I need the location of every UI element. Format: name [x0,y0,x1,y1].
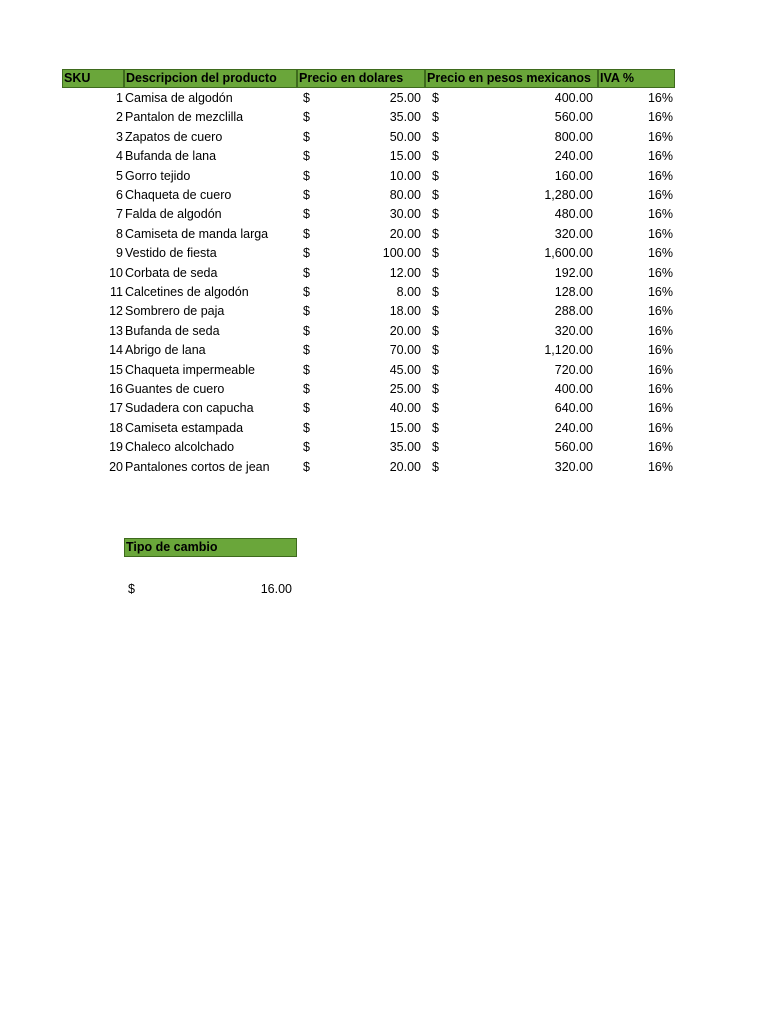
mxn-price-cell[interactable]: 400.00 [554,382,593,396]
table-row [0,380,768,399]
usd-price-cell[interactable]: 10.00 [389,168,421,183]
description-cell[interactable]: Chaqueta impermeable [125,362,255,377]
usd-currency-symbol: $ [303,323,310,338]
table-header-row [0,69,768,88]
sku-cell[interactable]: 1 [116,91,123,105]
iva-cell[interactable]: 16% [647,323,673,338]
mxn-currency-symbol: $ [432,246,439,261]
usd-currency-symbol: $ [303,226,310,241]
usd-price-cell[interactable]: 100.00 [382,246,421,261]
description-cell[interactable]: Corbata de seda [125,265,218,280]
iva-cell[interactable]: 16% [647,459,673,474]
sku-cell[interactable]: 6 [116,188,123,202]
mxn-price-cell[interactable]: 800.00 [554,129,593,144]
usd-currency-symbol: $ [303,246,310,261]
mxn-currency-symbol: $ [432,285,439,299]
iva-cell[interactable]: 16% [647,246,673,261]
mxn-price-cell[interactable]: 560.00 [554,110,593,125]
description-cell[interactable]: Zapatos de cuero [125,129,223,144]
mxn-currency-symbol: $ [432,382,439,396]
usd-price-cell[interactable]: 40.00 [389,401,421,416]
description-cell[interactable]: Sombrero de paja [125,304,225,319]
usd-price-cell[interactable]: 15.00 [389,149,421,164]
table-row [0,399,768,418]
table-row [0,341,768,360]
mxn-currency-symbol: $ [432,168,439,183]
iva-cell[interactable]: 16% [647,149,673,164]
sku-cell[interactable]: 9 [116,246,123,261]
description-cell[interactable]: Bufanda de seda [125,323,220,338]
usd-currency-symbol: $ [303,382,310,396]
usd-currency-symbol: $ [303,304,310,319]
description-cell[interactable]: Gorro tejido [125,168,191,183]
mxn-price-cell[interactable]: 288.00 [554,304,593,319]
sku-cell[interactable]: 2 [116,110,123,125]
description-cell[interactable]: Camiseta de manda larga [125,226,269,241]
description-cell[interactable]: Pantalon de mezclilla [125,110,244,125]
table-row [0,167,768,186]
mxn-price-cell[interactable]: 240.00 [554,149,593,164]
table-row [0,438,768,457]
iva-cell[interactable]: 16% [647,420,673,435]
sku-cell[interactable]: 17 [109,401,123,416]
header-description[interactable]: Descripcion del producto [124,69,297,88]
usd-currency-symbol: $ [303,362,310,377]
usd-currency-symbol: $ [303,91,310,105]
mxn-currency-symbol: $ [432,323,439,338]
mxn-currency-symbol: $ [432,440,439,455]
mxn-currency-symbol: $ [432,226,439,241]
mxn-currency-symbol: $ [432,362,439,377]
mxn-currency-symbol: $ [432,401,439,416]
usd-price-cell[interactable]: 15.00 [389,420,421,435]
table-row [0,322,768,341]
description-cell[interactable]: Camiseta estampada [125,420,244,435]
description-cell[interactable]: Chaqueta de cuero [125,188,232,202]
sku-cell[interactable]: 12 [109,304,123,319]
mxn-price-cell[interactable]: 160.00 [554,168,593,183]
usd-currency-symbol: $ [303,420,310,435]
usd-price-cell[interactable]: 25.00 [389,382,421,396]
table-row [0,244,768,263]
usd-price-cell[interactable]: 8.00 [396,285,421,299]
description-cell[interactable]: Falda de algodón [125,207,222,222]
usd-price-cell[interactable]: 30.00 [389,207,421,222]
mxn-currency-symbol: $ [432,420,439,435]
table-row [0,89,768,108]
mxn-currency-symbol: $ [432,304,439,319]
sku-cell[interactable]: 4 [116,149,123,164]
usd-price-cell[interactable]: 20.00 [389,323,421,338]
iva-cell[interactable]: 16% [647,168,673,183]
mxn-currency-symbol: $ [432,110,439,125]
description-cell[interactable]: Camisa de algodón [125,91,233,105]
mxn-price-cell[interactable]: 240.00 [554,420,593,435]
header-iva[interactable]: IVA % [598,69,675,88]
usd-price-cell[interactable]: 80.00 [389,188,421,202]
description-cell[interactable]: Sudadera con capucha [125,401,254,416]
table-row [0,147,768,166]
mxn-currency-symbol: $ [432,149,439,164]
usd-price-cell[interactable]: 35.00 [389,110,421,125]
mxn-currency-symbol: $ [432,343,439,358]
mxn-price-cell[interactable]: 400.00 [554,91,593,105]
sku-cell[interactable]: 19 [109,440,123,455]
usd-price-cell[interactable]: 50.00 [389,129,421,144]
usd-price-cell[interactable]: 12.00 [389,265,421,280]
table-row [0,108,768,127]
mxn-price-cell[interactable]: 1,600.00 [544,246,593,261]
iva-cell[interactable]: 16% [647,129,673,144]
iva-cell[interactable]: 16% [647,440,673,455]
iva-cell[interactable]: 16% [647,304,673,319]
exchange-header-row [0,538,768,557]
usd-price-cell[interactable]: 25.00 [389,91,421,105]
table-row [0,205,768,224]
usd-currency-symbol: $ [303,440,310,455]
sku-cell[interactable]: 7 [116,207,123,222]
exchange-rate-value[interactable]: 16.00 [260,582,292,596]
sku-cell[interactable]: 10 [109,265,123,280]
usd-currency-symbol: $ [303,265,310,280]
sku-cell[interactable]: 14 [109,343,123,358]
usd-price-cell[interactable]: 20.00 [389,459,421,474]
usd-currency-symbol: $ [303,168,310,183]
table-row [0,419,768,438]
usd-currency-symbol: $ [303,343,310,358]
table-row [0,225,768,244]
mxn-price-cell[interactable]: 320.00 [554,323,593,338]
sku-cell[interactable]: 8 [116,226,123,241]
usd-currency-symbol: $ [303,110,310,125]
sku-cell[interactable]: 11 [110,285,123,299]
iva-cell[interactable]: 16% [647,343,673,358]
iva-cell[interactable]: 16% [647,226,673,241]
table-row [0,361,768,380]
iva-cell[interactable]: 16% [647,362,673,377]
mxn-price-cell[interactable]: 640.00 [554,401,593,416]
usd-price-cell[interactable]: 35.00 [389,440,421,455]
description-cell[interactable]: Guantes de cuero [125,382,225,396]
iva-cell[interactable]: 16% [647,382,673,396]
mxn-price-cell[interactable]: 560.00 [554,440,593,455]
exchange-value-row [0,580,768,599]
mxn-currency-symbol: $ [432,459,439,474]
description-cell[interactable]: Pantalones cortos de jean [125,459,270,474]
mxn-price-cell[interactable]: 1,280.00 [544,188,593,202]
usd-price-cell[interactable]: 45.00 [389,362,421,377]
mxn-currency-symbol: $ [432,188,439,202]
iva-cell[interactable]: 16% [647,207,673,222]
sku-cell[interactable]: 20 [109,459,123,474]
iva-cell[interactable]: 16% [647,188,673,202]
description-cell[interactable]: Calcetines de algodón [125,285,249,299]
exchange-rate-label[interactable]: Tipo de cambio [124,538,297,557]
description-cell[interactable]: Abrigo de lana [125,343,206,358]
usd-currency-symbol: $ [303,401,310,416]
table-row [0,186,768,205]
iva-cell[interactable]: 16% [647,265,673,280]
mxn-price-cell[interactable]: 192.00 [554,265,593,280]
table-row [0,264,768,283]
mxn-currency-symbol: $ [432,207,439,222]
sku-cell[interactable]: 3 [116,129,123,144]
sku-cell[interactable]: 15 [109,362,123,377]
sku-cell[interactable]: 16 [109,382,123,396]
usd-price-cell[interactable]: 70.00 [389,343,421,358]
sku-cell[interactable]: 18 [109,420,123,435]
sku-cell[interactable]: 5 [116,168,123,183]
description-cell[interactable]: Chaleco alcolchado [125,440,235,455]
iva-cell[interactable]: 16% [647,285,673,299]
iva-cell[interactable]: 16% [647,91,673,105]
usd-currency-symbol: $ [303,285,310,299]
header-mxn-price[interactable]: Precio en pesos mexicanos [425,69,598,88]
usd-price-cell[interactable]: 20.00 [389,226,421,241]
header-usd-price[interactable]: Precio en dolares [297,69,425,88]
mxn-price-cell[interactable]: 1,120.00 [544,343,593,358]
table-row [0,302,768,321]
mxn-price-cell[interactable]: 720.00 [554,362,593,377]
usd-currency-symbol: $ [303,459,310,474]
usd-currency-symbol: $ [303,149,310,164]
iva-cell[interactable]: 16% [647,110,673,125]
iva-cell[interactable]: 16% [647,401,673,416]
sku-cell[interactable]: 13 [109,323,123,338]
description-cell[interactable]: Vestido de fiesta [125,246,217,261]
usd-currency-symbol: $ [303,129,310,144]
usd-currency-symbol: $ [303,207,310,222]
table-row [0,458,768,477]
usd-price-cell[interactable]: 18.00 [389,304,421,319]
mxn-price-cell[interactable]: 480.00 [554,207,593,222]
table-row [0,128,768,147]
mxn-currency-symbol: $ [432,129,439,144]
mxn-currency-symbol: $ [432,91,439,105]
mxn-currency-symbol: $ [432,265,439,280]
mxn-price-cell[interactable]: 128.00 [554,285,593,299]
exchange-rate-currency-symbol: $ [128,582,135,596]
mxn-price-cell[interactable]: 320.00 [554,226,593,241]
description-cell[interactable]: Bufanda de lana [125,149,217,164]
table-row [0,283,768,302]
usd-currency-symbol: $ [303,188,310,202]
mxn-price-cell[interactable]: 320.00 [554,459,593,474]
header-sku[interactable]: SKU [62,69,124,88]
